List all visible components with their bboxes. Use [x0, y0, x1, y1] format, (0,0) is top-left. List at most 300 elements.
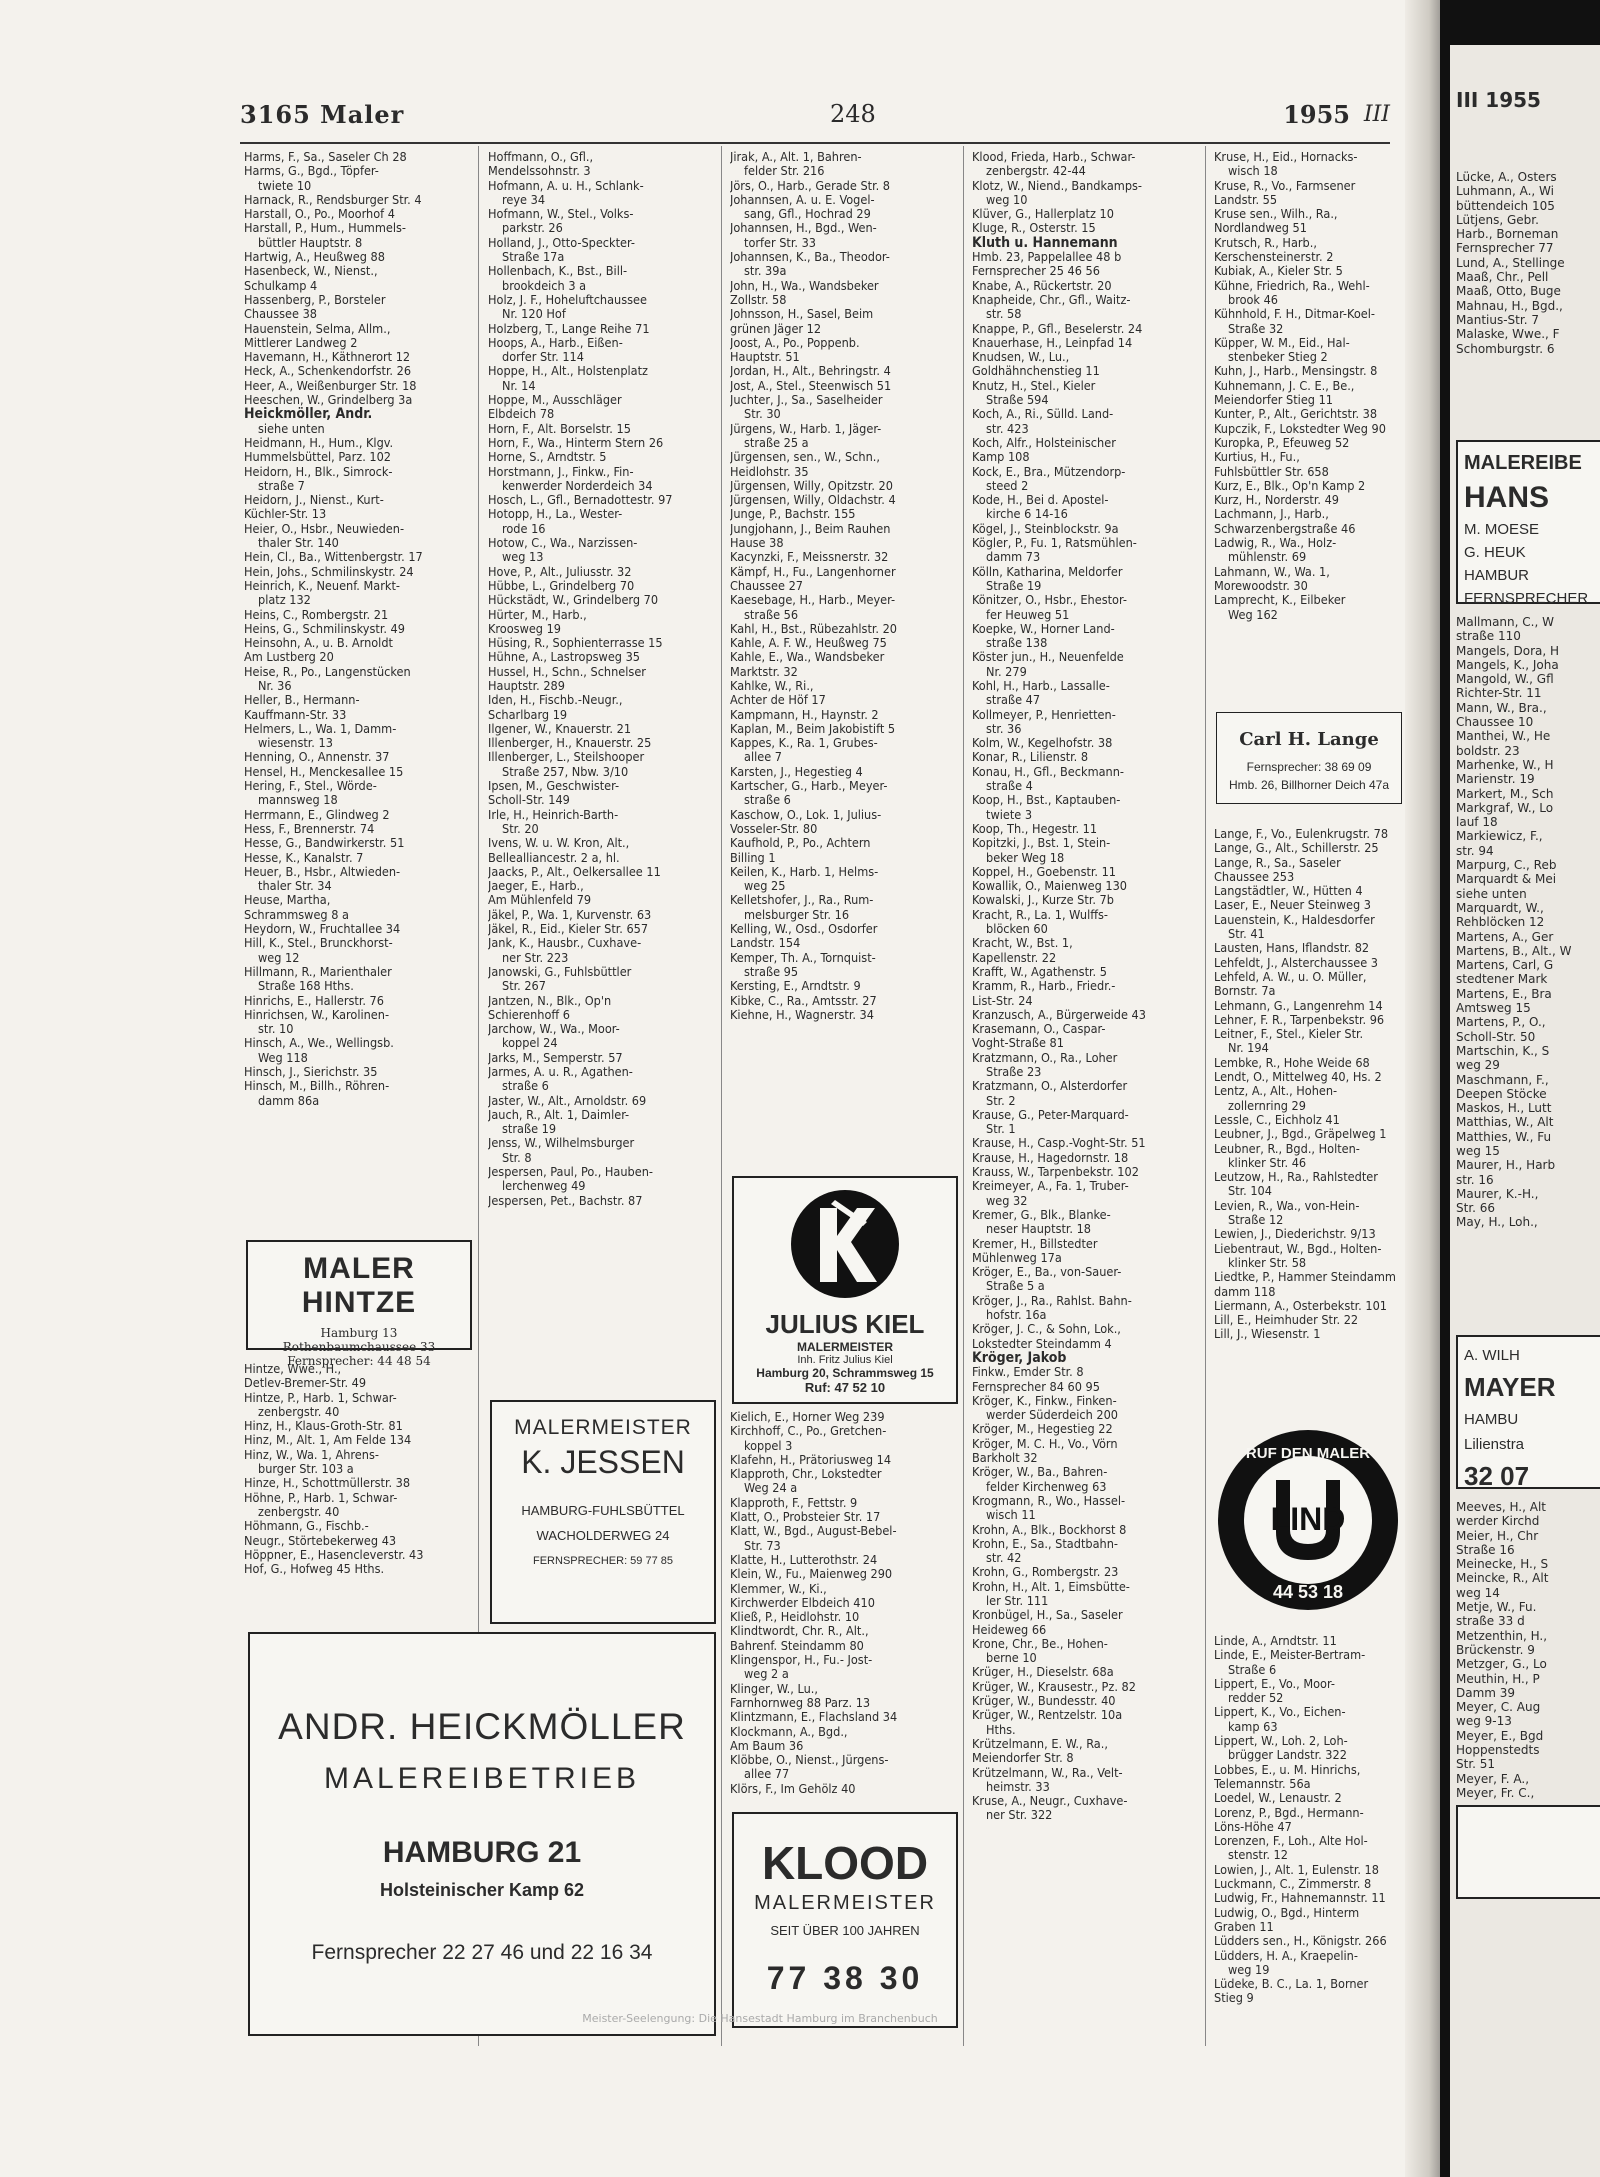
directory-entry-line: Heer, A., Weißenburger Str. 18 — [244, 377, 417, 393]
directory-entry-line: Jürgens, W., Harb. 1, Jäger- — [730, 420, 882, 436]
directory-entry-line: Lüdders sen., H., Königstr. 266 — [1214, 1933, 1387, 1949]
adjacent-page-line: Martens, B., Alt., W — [1456, 943, 1572, 958]
directory-entry-line: str. 42 — [986, 1550, 1022, 1566]
kiel-logo-icon — [775, 1186, 915, 1304]
adjacent-page-line: Maurer, K.-H., — [1456, 1186, 1539, 1201]
directory-entry-line: koppel 24 — [502, 1035, 558, 1051]
directory-entry-line: damm 118 — [1214, 1283, 1276, 1299]
directory-entry-line: Klörs, F., Im Gehölz 40 — [730, 1780, 856, 1796]
adjacent-page-entries — [1456, 170, 1565, 356]
directory-entry-line: Kuropka, P., Efeuweg 52 — [1214, 434, 1350, 450]
ad-jessen-name: K. JESSEN — [521, 1444, 685, 1480]
adjacent-page — [1450, 45, 1600, 2177]
directory-entry-line: weg 13 — [502, 549, 544, 565]
ad-lange-phone: Fernsprecher: 38 69 09 — [1246, 760, 1372, 774]
directory-entry-line: Kröger, E., Ba., von-Sauer- — [972, 1264, 1122, 1280]
directory-entry-line: Krüger, W., Krausestr., Pz. 82 — [972, 1678, 1136, 1694]
adjacent-page-line: Richter-Str. 11 — [1456, 686, 1542, 701]
directory-entry-line: Hinz, W., Wa. 1, Ahrens- — [244, 1446, 379, 1462]
directory-entry-line: Straße 168 Hths. — [258, 978, 354, 994]
directory-entry-line: Hesse, K., Kanalstr. 7 — [244, 849, 364, 865]
directory-entry-line: Hmb. 23, Pappelallee 48 b — [972, 249, 1122, 265]
directory-entry-line: Klapproth, Chr., Lokstedter — [730, 1466, 882, 1482]
directory-entry-line: Jordan, H., Alt., Behringstr. 4 — [730, 363, 891, 379]
directory-entry-line: Bornstr. 7a — [1214, 983, 1276, 999]
directory-entry-line: Mühlenweg 17a — [972, 1249, 1062, 1265]
directory-entry-line: felder Kirchenweg 63 — [986, 1478, 1107, 1494]
directory-entry-line: Kroosweg 19 — [488, 620, 562, 636]
directory-entry-line: Kreimeyer, A., Fa. 1, Truber- — [972, 1178, 1129, 1194]
directory-entry-line: Kemper, Th. A., Tornquist- — [730, 949, 876, 965]
directory-entry-line: Hauenstein, Selma, Allm., — [244, 320, 391, 336]
adjacent-page-line: werder Kirchd — [1456, 1514, 1540, 1529]
adjacent-page-line: Maschmann, F., — [1456, 1072, 1549, 1087]
directory-entry-line: Hinze, H., Schottmüllerstr. 38 — [244, 1475, 411, 1491]
adjacent-page-line: weg 29 — [1456, 1058, 1500, 1073]
directory-entry-line: Str. 41 — [1228, 926, 1265, 942]
directory-entry-line: thaler Str. 140 — [258, 535, 339, 551]
page-number: 248 — [830, 100, 876, 128]
directory-entry-line: straße 56 — [744, 606, 799, 622]
directory-entry-line: Str. 73 — [744, 1537, 781, 1553]
directory-entry-line: Klintzmann, E., Flachsland 34 — [730, 1709, 898, 1725]
adjacent-page-line: Marhenke, W., H — [1456, 757, 1554, 772]
directory-entry-line: Krohn, G., Rombergstr. 23 — [972, 1564, 1119, 1580]
directory-entry-line: Hübbe, L., Grindelberg 70 — [488, 577, 635, 593]
directory-entry-line: zenbergstr. 40 — [258, 1403, 340, 1419]
directory-entry-line: Hüsing, R., Sophienterrasse 15 — [488, 635, 663, 651]
adjacent-page-line: Metje, W., Fu. — [1456, 1600, 1537, 1615]
ad-heick-street: Holsteinischer Kamp 62 — [379, 1880, 585, 1900]
adjacent-page-line: Marienstr. 19 — [1456, 772, 1535, 787]
adjacent-page-line: boldstr. 23 — [1456, 743, 1520, 758]
directory-entry-line: Kramm, R., Harb., Friedr.- — [972, 978, 1116, 994]
adjacent-page-line: Mangold, W., Gfl — [1456, 672, 1554, 687]
directory-entry-line: Heck, A., Schenkendorfstr. 26 — [244, 363, 412, 379]
ad-hintze-phone: Fernsprecher: 44 48 54 — [287, 1354, 431, 1368]
directory-entry-line: Lüdeke, B. C., La. 1, Borner — [1214, 1976, 1369, 1992]
directory-entry-line: zollernring 29 — [1228, 1097, 1306, 1113]
directory-entry-line: Kließ, P., Heidlohstr. 10 — [730, 1609, 860, 1625]
directory-entry-line: Küpper, W. M., Eid., Hal- — [1214, 334, 1350, 350]
ad-lind — [1216, 1420, 1400, 1620]
directory-entry-line: Krüger, W., Bundesstr. 40 — [972, 1693, 1116, 1709]
directory-entry-line: Karsten, J., Hegestieg 4 — [730, 763, 863, 779]
directory-entry-line: Jäkel, R., Eid., Kieler Str. 657 — [488, 921, 649, 937]
directory-entry-line: Kurz, E., Blk., Op'n Kamp 2 — [1214, 477, 1366, 493]
directory-entry-line: Nordlandweg 51 — [1214, 220, 1307, 236]
directory-entry-line: Hühne, A., Lastropsweg 35 — [488, 649, 641, 665]
directory-entry-line: Straße 6 — [1228, 1661, 1277, 1677]
directory-entry-line: Finkw., Emder Str. 8 — [972, 1364, 1084, 1380]
adjacent-page-line: Martens, P., O., — [1456, 1015, 1546, 1030]
adjacent-page-line: Hoppenstedts — [1456, 1743, 1540, 1758]
directory-entry-line: Heinrich, K., Neuenf. Markt- — [244, 577, 400, 593]
directory-entry-line: Lahmann, W., Wa. 1, — [1214, 563, 1330, 579]
ad-hintze-city: Hamburg 13 — [320, 1326, 398, 1340]
directory-entry-line: burger Str. 103 a — [258, 1461, 354, 1477]
directory-entry-line: Langstädtler, W., Hütten 4 — [1214, 883, 1363, 899]
adjacent-page-line: Maaß, Chr., Pell — [1456, 270, 1549, 285]
directory-entry-line: Kurz, H., Norderstr. 49 — [1214, 492, 1339, 508]
directory-entry-line: Holzberg, T., Lange Reihe 71 — [488, 320, 650, 336]
directory-entry-line: Krohn, A., Blk., Bockhorst 8 — [972, 1521, 1127, 1537]
directory-entry-line: koppel 3 — [744, 1437, 793, 1453]
directory-entry-line: Klafehn, H., Prätoriusweg 14 — [730, 1451, 892, 1467]
ad-klood-phone: 77 38 30 — [766, 1960, 924, 1996]
directory-entry-line: Kracht, R., La. 1, Wulffs- — [972, 906, 1109, 922]
directory-entry-line: Klapproth, F., Fettstr. 9 — [730, 1494, 858, 1510]
directory-entry-line: Konau, H., Gfl., Beckmann- — [972, 763, 1125, 779]
ad-klood — [732, 1812, 958, 2028]
adjacent-page-line: Meier, H., Chr — [1456, 1528, 1539, 1543]
adjacent-ad-line: HANS — [1464, 481, 1550, 514]
directory-entry-line: Kacynzki, F., Meissnerstr. 32 — [730, 549, 889, 565]
directory-entry-line: beker Weg 18 — [986, 849, 1065, 865]
directory-entry-line: Kupczik, F., Lokstedter Weg 90 — [1214, 420, 1386, 436]
directory-entry-line: Marktstr. 32 — [730, 663, 798, 679]
ad-kiel-address: Hamburg 20, Schrammsweg 15 — [756, 1366, 934, 1380]
directory-entry-line: Lorenz, P., Bgd., Hermann- — [1214, 1804, 1364, 1820]
directory-entry-line: straße 7 — [258, 477, 305, 493]
directory-entry-line: heimstr. 33 — [986, 1778, 1050, 1794]
directory-entry-line: Krogmann, R., Wo., Hassel- — [972, 1492, 1126, 1508]
directory-entry-line: Kruse, R., Vo., Farmsener — [1214, 177, 1356, 193]
adjacent-page-line: Maaß, Otto, Buge — [1456, 284, 1561, 299]
directory-entry-line: Kolm, W., Kegelhofstr. 38 — [972, 735, 1113, 751]
directory-entry-line: Hesse, G., Bandwirkerstr. 51 — [244, 835, 405, 851]
directory-entry-line: straße 47 — [986, 692, 1041, 708]
directory-entry-line: Hinsch, M., Billh., Röhren- — [244, 1078, 390, 1094]
directory-entry-line: Klüver, G., Hallerplatz 10 — [972, 206, 1114, 222]
directory-entry-line: Meiendorfer Str. 8 — [972, 1750, 1074, 1766]
lind-logo-icon — [1216, 1420, 1400, 1620]
directory-entry-line: Klemmer, W., Ki., — [730, 1580, 827, 1596]
directory-entry-line: Hotopp, H., La., Wester- — [488, 506, 623, 522]
ad-kiel-owner: Inh. Fritz Julius Kiel — [797, 1354, 893, 1366]
directory-entry-line: Stieg 9 — [1214, 1990, 1254, 2006]
directory-entry-line: Helmers, L., Wa. 1, Damm- — [244, 720, 397, 736]
directory-entry-line: Hollenbach, K., Bst., Bill- — [488, 263, 628, 279]
directory-entry-line: Kuhnemann, J. C. E., Be., — [1214, 377, 1355, 393]
directory-entry-line: Hill, K., Stel., Brunckhorst- — [244, 935, 393, 951]
directory-entry-line: brook 46 — [1228, 291, 1279, 307]
ad-k-jessen — [490, 1400, 716, 1624]
directory-entry-line: Kröger, M. C. H., Vo., Vörn — [972, 1435, 1118, 1451]
directory-entry-line: Hotow, C., Wa., Narzissen- — [488, 535, 638, 551]
column-2-entries — [488, 150, 720, 1390]
directory-entry-line: Hartwig, A., Heußweg 88 — [244, 249, 385, 265]
adjacent-page-line: Meyer, C. Aug — [1456, 1700, 1541, 1715]
directory-entry-line: wiesenstr. 13 — [258, 735, 333, 751]
ad-hintze-street: Rothenbaumchaussee 33 — [282, 1340, 436, 1354]
adjacent-ad-line: G. HEUK — [1464, 544, 1526, 561]
page-header — [240, 100, 1390, 136]
directory-entry-line: zenbergstr. 40 — [258, 1503, 340, 1519]
directory-entry-line: Fernsprecher 25 46 56 — [972, 263, 1100, 279]
directory-entry-line: Kurtius, H., Fu., — [1214, 449, 1300, 465]
column-5-entries-c — [1214, 1634, 1404, 2024]
directory-entry-line: Lippert, W., Loh. 2, Loh- — [1214, 1733, 1348, 1749]
ad-lange-name: Carl H. Lange — [1239, 729, 1379, 750]
adjacent-ad-line: Lilienstra — [1464, 1436, 1525, 1453]
directory-entry-line: Holland, J., Otto-Speckter- — [488, 234, 635, 250]
directory-entry-line: Höppner, E., Hasencleverstr. 43 — [244, 1546, 424, 1562]
directory-entry-line: Jaster, W., Alt., Arnoldstr. 69 — [488, 1092, 647, 1108]
directory-entry-line: Köster jun., H., Neuenfelde — [972, 649, 1124, 665]
directory-entry-line: Zollstr. 58 — [730, 291, 787, 307]
directory-entry-line: Jenss, W., Wilhelmsburger — [488, 1135, 635, 1151]
directory-entry-line: Kopitzki, J., Bst. 1, Stein- — [972, 835, 1111, 851]
directory-entry-line: Lachmann, J., Harb., — [1214, 506, 1329, 522]
directory-entry-line: Vosseler-Str. 80 — [730, 820, 818, 836]
adjacent-page-line: Lütjens, Gebr. — [1456, 212, 1539, 227]
directory-entry-line: Knudsen, W., Lu., — [972, 349, 1070, 365]
directory-entry-line: Harstall, P., Hum., Hummels- — [244, 220, 406, 236]
directory-entry-line: Koch, A., Ri., Sülld. Land- — [972, 406, 1114, 422]
directory-entry-line: Straße 257, Nbw. 3/10 — [502, 763, 629, 779]
directory-entry-line: str. 39a — [744, 263, 787, 279]
directory-entry-line: straße 19 — [502, 1121, 557, 1137]
directory-entry-line: Straße 19 — [986, 577, 1042, 593]
directory-entry-line: straße 6 — [744, 792, 791, 808]
ad-heick-name: ANDR. HEICKMÖLLER — [278, 1706, 686, 1747]
directory-entry-line: Am Baum 36 — [730, 1737, 804, 1753]
directory-entry-line: Kohl, H., Harb., Lassalle- — [972, 677, 1110, 693]
ad-lind-phone: 44 53 18 — [1272, 1582, 1344, 1602]
directory-entry-line: Krüger, H., Dieselstr. 68a — [972, 1664, 1114, 1680]
directory-entry-line: wisch 11 — [986, 1507, 1036, 1523]
adjacent-page-line: Meuthin, H., P — [1456, 1671, 1540, 1686]
adjacent-page-line: Matthies, W., Fu — [1456, 1129, 1552, 1144]
directory-entry-line: Nr. 14 — [502, 377, 536, 393]
directory-entry-line: Keilen, K., Harb. 1, Helms- — [730, 863, 879, 879]
directory-entry-line: Knappe, P., Gfl., Beselerstr. 24 — [972, 320, 1143, 336]
directory-entry-line: thaler Str. 34 — [258, 878, 332, 894]
directory-entry-line: Str. 2 — [986, 1092, 1016, 1108]
page-section-title: 3165 Maler — [240, 100, 405, 129]
directory-entry-line: Kluth u. Hannemann — [972, 234, 1118, 251]
page-year: 1955 — [1283, 100, 1350, 129]
directory-entry-line: Chaussee 253 — [1214, 868, 1295, 884]
adjacent-page-entries-3 — [1456, 1500, 1548, 1800]
directory-entry-line: Kranzusch, A., Bürgerweide 43 — [972, 1006, 1146, 1022]
directory-entry-line: Weg 162 — [1228, 606, 1278, 622]
directory-entry-line: Schrammsweg 8 a — [244, 906, 349, 922]
directory-entry-line: Heuse, Martha, — [244, 892, 331, 908]
directory-entry-line: Ladwig, R., Wa., Holz- — [1214, 535, 1337, 551]
directory-entry-line: Lehfeldt, J., Alsterchaussee 3 — [1214, 954, 1378, 970]
adjacent-page-line: Straße 16 — [1456, 1542, 1515, 1557]
adjacent-ad-line: A. WILH — [1464, 1347, 1520, 1364]
directory-entry-line: kenwerder Norderdeich 34 — [502, 477, 653, 493]
ad-andr-heickmoeller — [248, 1632, 716, 2036]
ad-maler-hintze — [246, 1240, 472, 1368]
adjacent-page-line: Str. 66 — [1456, 1201, 1496, 1216]
directory-entry-line: Heideweg 66 — [972, 1621, 1047, 1637]
directory-entry-line: Kruse, H., Eid., Hornacks- — [1214, 150, 1358, 164]
directory-entry-line: blöcken 60 — [986, 921, 1048, 937]
directory-entry-line: Illenberger, L., Steilshooper — [488, 749, 645, 765]
adjacent-page-line: Meeves, H., Alt — [1456, 1500, 1546, 1514]
directory-entry-line: werder Süderdeich 200 — [986, 1407, 1119, 1423]
adjacent-page-line: Lücke, A., Osters — [1456, 170, 1557, 184]
directory-entry-line: Klinger, W., Lu., — [730, 1680, 818, 1696]
adjacent-page-line: Marpurg, C., Reb — [1456, 858, 1557, 873]
ad-lind-name: LIND — [1270, 1501, 1346, 1537]
directory-entry-line: Klatt, W., Bgd., August-Bebel- — [730, 1523, 897, 1539]
directory-entry-line: neser Hauptstr. 18 — [986, 1221, 1092, 1237]
adjacent-page-line: Martens, E., Bra — [1456, 986, 1552, 1001]
directory-entry-line: Kracht, W., Bst. 1, — [972, 935, 1073, 951]
directory-entry-line: Hering, F., Stel., Wörde- — [244, 778, 377, 794]
directory-entry-line: Jank, K., Hausbr., Cuxhave- — [488, 935, 642, 951]
directory-entry-line: Fuhlsbüttler Str. 658 — [1214, 463, 1329, 479]
directory-entry-line: Hoppe, H., Alt., Holstenplatz — [488, 363, 649, 379]
adjacent-page-line: weg 9-13 — [1456, 1714, 1512, 1729]
directory-entry-line: Klotz, W., Niend., Bandkamps- — [972, 177, 1143, 193]
directory-entry-line: allee 77 — [744, 1766, 790, 1782]
directory-entry-line: Kaesebage, H., Harb., Meyer- — [730, 592, 896, 608]
adjacent-page-line: Meyer, Fr. C., — [1456, 1785, 1535, 1800]
adjacent-page-line: May, H., Loh., — [1456, 1215, 1538, 1230]
adjacent-page-line: Mann, W., Bra., — [1456, 700, 1547, 715]
directory-entry-line: Str. 1 — [986, 1121, 1016, 1137]
directory-entry-line: Kerschensteinerstr. 2 — [1214, 249, 1334, 265]
directory-entry-line: Hinrichs, E., Hallerstr. 76 — [244, 992, 384, 1008]
directory-entry-line: reye 34 — [502, 191, 546, 207]
directory-entry-line: Kögler, P., Fu. 1, Ratsmühlen- — [972, 535, 1137, 551]
directory-entry-line: Straße 5 a — [986, 1278, 1045, 1294]
directory-entry-line: Horn, F., Alt. Borselstr. 15 — [488, 420, 631, 436]
directory-entry-line: Lamprecht, K., Eilbeker — [1214, 592, 1346, 608]
adjacent-page-ad-partial — [1456, 1805, 1600, 1899]
ad-heick-city: HAMBURG 21 — [382, 1836, 582, 1869]
directory-entry-line: Harms, F., Sa., Saseler Ch 28 — [244, 150, 407, 164]
directory-entry-line: Krützelmann, W., Ra., Velt- — [972, 1764, 1123, 1780]
adjacent-page-line: büttendeich 105 — [1456, 198, 1555, 213]
directory-entry-line: Straße 23 — [986, 1064, 1042, 1079]
directory-entry-line: str. 10 — [258, 1021, 294, 1037]
directory-entry-line: Kahle, A. F. W., Heußweg 75 — [730, 635, 887, 651]
adjacent-page-line: Mantius-Str. 7 — [1456, 312, 1539, 327]
directory-entry-line: Kersting, E., Arndtstr. 9 — [730, 978, 861, 994]
directory-entry-line: Liebentraut, W., Bgd., Holten- — [1214, 1240, 1382, 1256]
adjacent-page-line: Scholl-Str. 50 — [1456, 1029, 1536, 1044]
directory-entry-line: Scharlbarg 19 — [488, 706, 568, 722]
directory-entry-line: Jauch, R., Alt. 1, Daimler- — [488, 1106, 630, 1122]
directory-entry-line: Höhmann, G., Fischb.- — [244, 1518, 369, 1534]
directory-entry-line: Klood, Frieda, Harb., Schwar- — [972, 150, 1136, 164]
directory-entry-line: Herrmann, E., Glindweg 2 — [244, 806, 390, 822]
directory-entry-line: Lauenstein, K., Haldesdorfer — [1214, 911, 1375, 927]
directory-entry-line: Str. 267 — [502, 978, 546, 994]
directory-entry-line: Mittlerer Landweg 2 — [244, 334, 358, 350]
adjacent-page-line: Amtsweg 15 — [1456, 1001, 1531, 1016]
directory-entry-line: straße 4 — [986, 778, 1033, 794]
directory-entry-line: felder Str. 216 — [744, 163, 825, 179]
directory-entry-line: Heinsohn, A., u. B. Arnoldt — [244, 635, 393, 651]
directory-entry-line: Hürter, M., Harb., — [488, 606, 587, 622]
directory-entry-line: straße 6 — [502, 1078, 549, 1094]
directory-entry-line: wisch 18 — [1228, 163, 1278, 179]
directory-entry-line: Kampmann, H., Haynstr. 2 — [730, 706, 879, 722]
column-1-entries-b — [244, 1362, 476, 1602]
directory-entry-line: Hinz, H., Klaus-Groth-Str. 81 — [244, 1418, 403, 1434]
directory-entry-line: Leubner, R., Bgd., Holten- — [1214, 1140, 1360, 1156]
column-3-entries — [730, 150, 962, 1175]
directory-entry-line: Neugr., Störtebekerweg 43 — [244, 1532, 397, 1548]
directory-entry-line: Kämpf, H., Fu., Langenhorner — [730, 563, 896, 579]
directory-entry-line: Harms, G., Bgd., Töpfer- — [244, 163, 379, 179]
directory-entry-line: Kratzmann, O., Alsterdorfer — [972, 1078, 1128, 1094]
directory-entry-line: Irle, H., Heinrich-Barth- — [488, 806, 619, 822]
adjacent-page-line: Matthias, W., Alt — [1456, 1115, 1554, 1130]
directory-entry-line: Jürgensen, sen., W., Schn., — [730, 449, 880, 465]
directory-entry-line: Kirchwerder Elbdeich 410 — [730, 1594, 875, 1610]
directory-entry-line: Hauptstr. 51 — [730, 349, 800, 365]
directory-entry-line: platz 132 — [258, 592, 311, 608]
directory-entry-line: kirche 6 14-16 — [986, 506, 1068, 522]
directory-entry-line: dorfer Str. 114 — [502, 349, 584, 365]
directory-entry-line: Klockmann, A., Bgd., — [730, 1723, 848, 1739]
directory-entry-line: Kronbügel, H., Sa., Saseler — [972, 1607, 1123, 1623]
adjacent-page-line: Deepen Stöcke — [1456, 1086, 1547, 1101]
directory-entry-line: Kahle, E., Wa., Wandsbeker — [730, 649, 885, 665]
directory-entry-line: Lausten, Hans, Iflandstr. 82 — [1214, 940, 1370, 956]
page-footer: Meister-Seelengung: Die Hansestadt Hamburg im Branchenbuch — [582, 2012, 938, 2025]
directory-entry-line: John, H., Wa., Wandsbeker — [730, 277, 879, 293]
adjacent-page-line: lauf 18 — [1456, 815, 1498, 830]
directory-entry-line: Schierenhoff 6 — [488, 1006, 570, 1022]
directory-entry-line: Jarmes, A. u. R., Agathen- — [488, 1064, 633, 1079]
directory-entry-line: Harnack, R., Rendsburger Str. 4 — [244, 191, 422, 207]
adjacent-page-line: Schomburgstr. 6 — [1456, 341, 1555, 356]
adjacent-page-line: Brückenstr. 9 — [1456, 1642, 1535, 1657]
directory-entry-line: Heidorn, J., Nienst., Kurt- — [244, 492, 384, 508]
directory-entry-line: Heins, G., Schmilinskystr. 49 — [244, 620, 405, 636]
directory-entry-line: Johannsen, K., Ba., Theodor- — [730, 249, 890, 265]
directory-entry-line: Kremer, H., Billstedter — [972, 1235, 1098, 1251]
directory-entry-line: Kölln, Katharina, Meldorfer — [972, 563, 1123, 579]
directory-entry-line: Morewoodstr. 30 — [1214, 577, 1308, 593]
directory-entry-line: str. 36 — [986, 720, 1022, 736]
adjacent-page-line: Markiewicz, F., — [1456, 829, 1543, 844]
directory-entry-line: Hückstädt, W., Grindelberg 70 — [488, 592, 659, 608]
directory-entry-line: weg 32 — [986, 1192, 1028, 1208]
adjacent-page-line: siehe unten — [1456, 886, 1527, 901]
ad-klood-since: SEIT ÜBER 100 JAHREN — [770, 1923, 920, 1938]
directory-entry-line: Lüdders, H. A., Kraepelin- — [1214, 1947, 1358, 1963]
directory-entry-line: Kröger, Jakob — [972, 1349, 1067, 1366]
directory-entry-line: Luckmann, C., Zimmerstr. 8 — [1214, 1876, 1372, 1892]
directory-entry-line: Telemannstr. 56a — [1214, 1775, 1311, 1791]
directory-entry-line: Goldhähnchenstieg 11 — [972, 363, 1100, 379]
directory-entry-line: Hinz, M., Alt. 1, Am Felde 134 — [244, 1432, 412, 1448]
directory-entry-line: parkstr. 26 — [502, 220, 563, 236]
directory-entry-line: zenbergstr. 42-44 — [986, 163, 1086, 179]
adjacent-page-ad-malereibetrieb — [1456, 440, 1600, 607]
directory-entry-line: Kappes, K., Ra. 1, Grubes- — [730, 735, 878, 751]
directory-entry-line: Loedel, W., Lenaustr. 2 — [1214, 1790, 1342, 1806]
directory-entry-line: Jaacks, P., Alt., Oelkersallee 11 — [488, 863, 661, 879]
adjacent-page-line: Chaussee 10 — [1456, 715, 1534, 730]
directory-entry-line: Am Lustberg 20 — [244, 649, 334, 665]
directory-entry-line: Kuhn, J., Harb., Mensingstr. 8 — [1214, 363, 1378, 379]
directory-entry-line: Straße 32 — [1228, 320, 1284, 336]
directory-entry-line: Kielich, E., Horner Weg 239 — [730, 1410, 885, 1424]
column-3-entries-b — [730, 1410, 962, 1800]
